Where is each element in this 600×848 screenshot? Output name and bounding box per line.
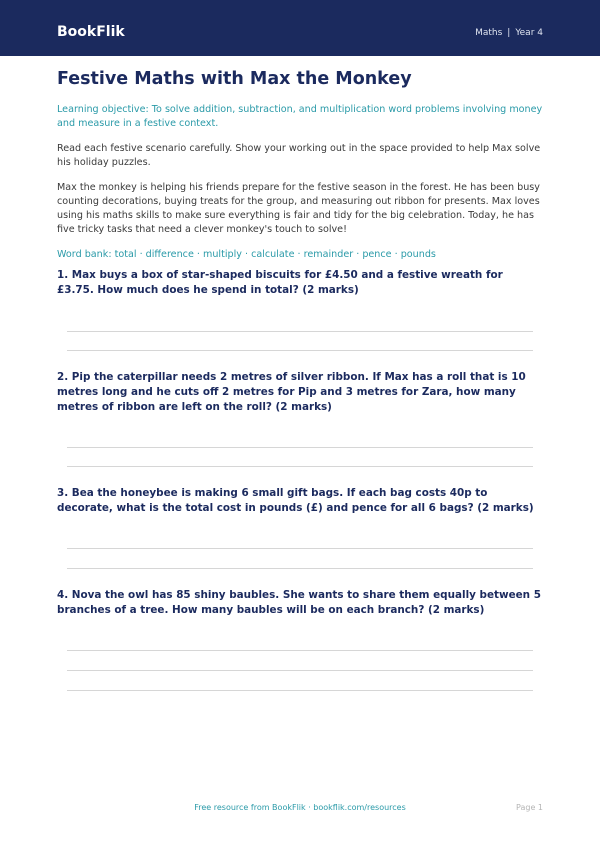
header-bar [0,0,600,56]
question-1: 1. Max buys a box of star-shaped biscuits for £4.50 and a festive wreath for £3.75. How much does he spend in total? (2 marks) [57,269,503,296]
instructions-text: Read each festive scenario carefully. Show your working out in the space provided to help Max solve his holiday puzzles. [57,143,541,168]
footer-resource-link[interactable]: Free resource from BookFlik · bookflik.com/resources [194,803,406,812]
worksheet-intro [57,56,543,262]
answer-line[interactable] [67,331,533,332]
story-text: Max the monkey is helping his friends prepare for the festive season in the forest. He has been busy counting decorations, buying treats for the group, and measuring out ribbon for presents. Max loves using his maths skills to make sure everything is fair and tidy for the big celebration. Today, he has five tricky tasks that need a clever monkey's touch to solve! [57,182,540,235]
answer-line[interactable] [67,690,533,691]
subject-label: Maths [475,28,503,38]
header-meta [475,26,543,40]
answer-line[interactable] [67,650,533,651]
question-3: 3. Bea the honeybee is making 6 small gift bags. If each bag costs 40p to decorate, what is the total cost in pounds (£) and pence for all 6 bags? (2 marks) [57,487,534,514]
header-separator: | [507,28,511,38]
page-title: Festive Maths with Max the Monkey [57,69,412,89]
answer-line[interactable] [67,447,533,448]
learning-objective: Learning objective: To solve addition, subtraction, and multiplication word problems involving money and measure in a festive context. [57,104,543,129]
answer-line[interactable] [67,568,533,569]
answer-line[interactable] [67,548,533,549]
year-label: Year 4 [515,28,543,38]
question-4: 4. Nova the owl has 85 shiny baubles. She wants to share them equally between 5 branches of a tree. How many baubles will be on each branch? (2 marks) [57,589,541,616]
brand-logo[interactable]: BookFlik [57,24,125,40]
page-number: Page 1 [516,803,543,812]
answer-line[interactable] [67,466,533,467]
answer-line[interactable] [67,350,533,351]
answer-line[interactable] [67,670,533,671]
word-bank: Word bank: total · difference · multiply · calculate · remainder · pence · pounds [57,249,436,260]
question-2: 2. Pip the caterpillar needs 2 metres of silver ribbon. If Max has a roll that is 10 metres long and he cuts off 2 metres for Pip and 3 metres for Zara, how many metres of ribbon are left on the roll? (2 marks) [57,371,526,413]
